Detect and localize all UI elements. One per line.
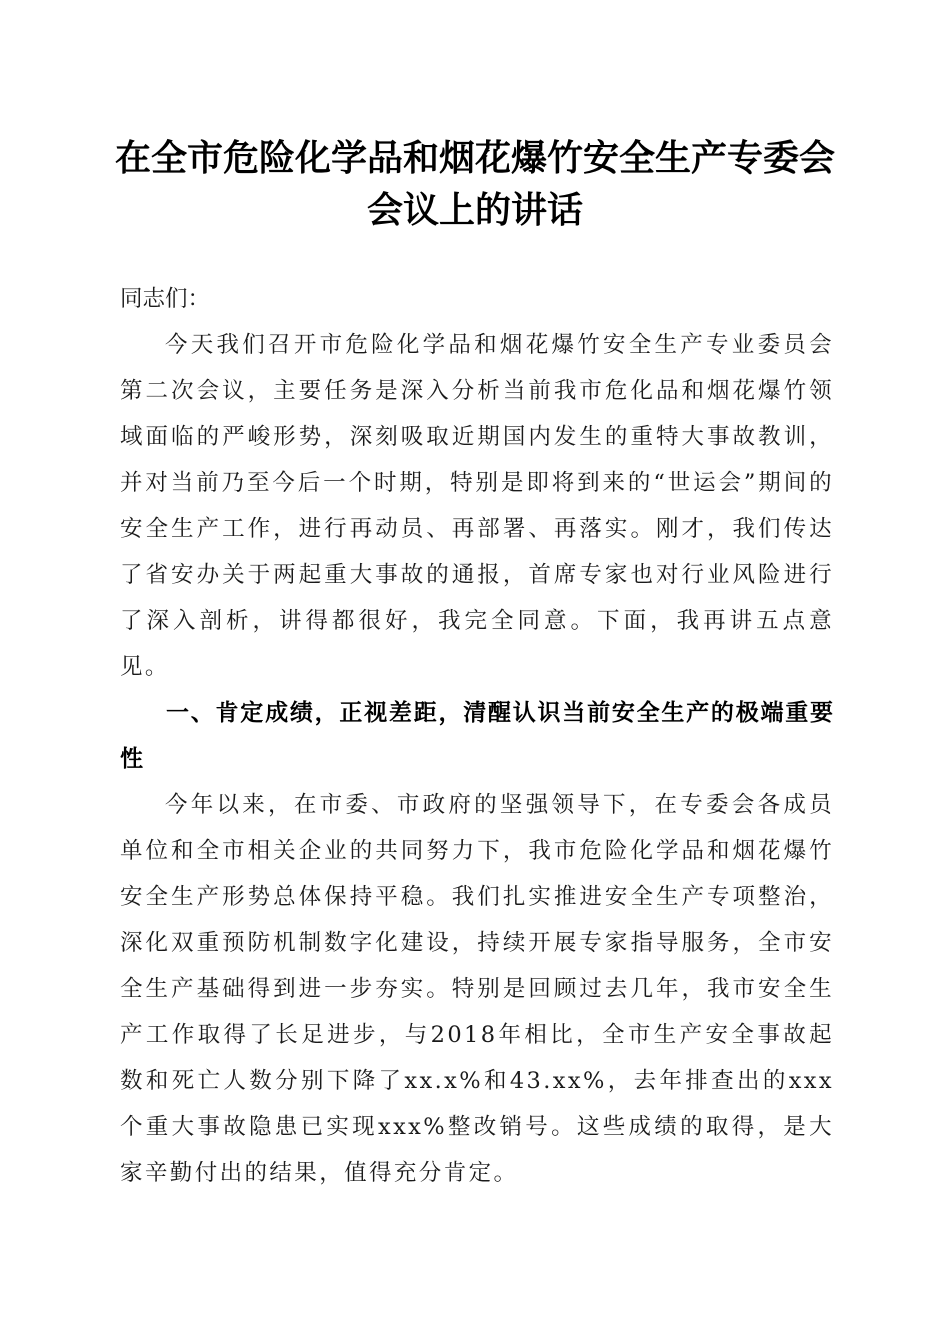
title-line-2: 会议上的讲话 [366, 189, 583, 231]
paragraph-achievements: 今年以来，在市委、市政府的坚强领导下，在专委会各成员单位和全市相关企业的共同努力下，我市危险化学品和烟花爆竹安全生产形势总体保持平稳。我们扎实推进安全生产专项整治，深化双重预防机制数字化建设，持续开展专家指导服务，全市安全生产基础得到进一步夯实。特别是回顾过去几年，我市安全生产工作取得了长足进步，与2018年相比，全市生产安全事故起数和死亡人数分别下降了xx.x%和43.xx%，去年排查出的xxx个重大事故隐患已实现xxx%整改销号。这些成绩的取得，是大家辛勤付出的结果，值得充分肯定。 [120, 792, 834, 1186]
salutation: 同志们： [120, 286, 211, 312]
document-body [120, 276, 834, 1196]
paragraph-intro: 今天我们召开市危险化学品和烟花爆竹安全生产专业委员会第二次会议，主要任务是深入分析当前我市危化品和烟花爆竹领域面临的严峻形势，深刻吸取近期国内发生的重特大事故教训，并对当前乃至今后一个时期，特别是即将到来的“世运会”期间的安全生产工作，进行再动员、再部署、再落实。刚才，我们传达了省安办关于两起重大事故的通报，首席专家也对行业风险进行了深入剖析，讲得都很好，我完全同意。下面，我再讲五点意见。 [120, 332, 834, 680]
section-heading-1: 一、肯定成绩，正视差距，清醒认识当前安全生产的极端重要性 [120, 700, 834, 772]
title-line-1: 在全市危险化学品和烟花爆竹安全生产专委会 [114, 137, 835, 179]
document-title [100, 132, 850, 236]
